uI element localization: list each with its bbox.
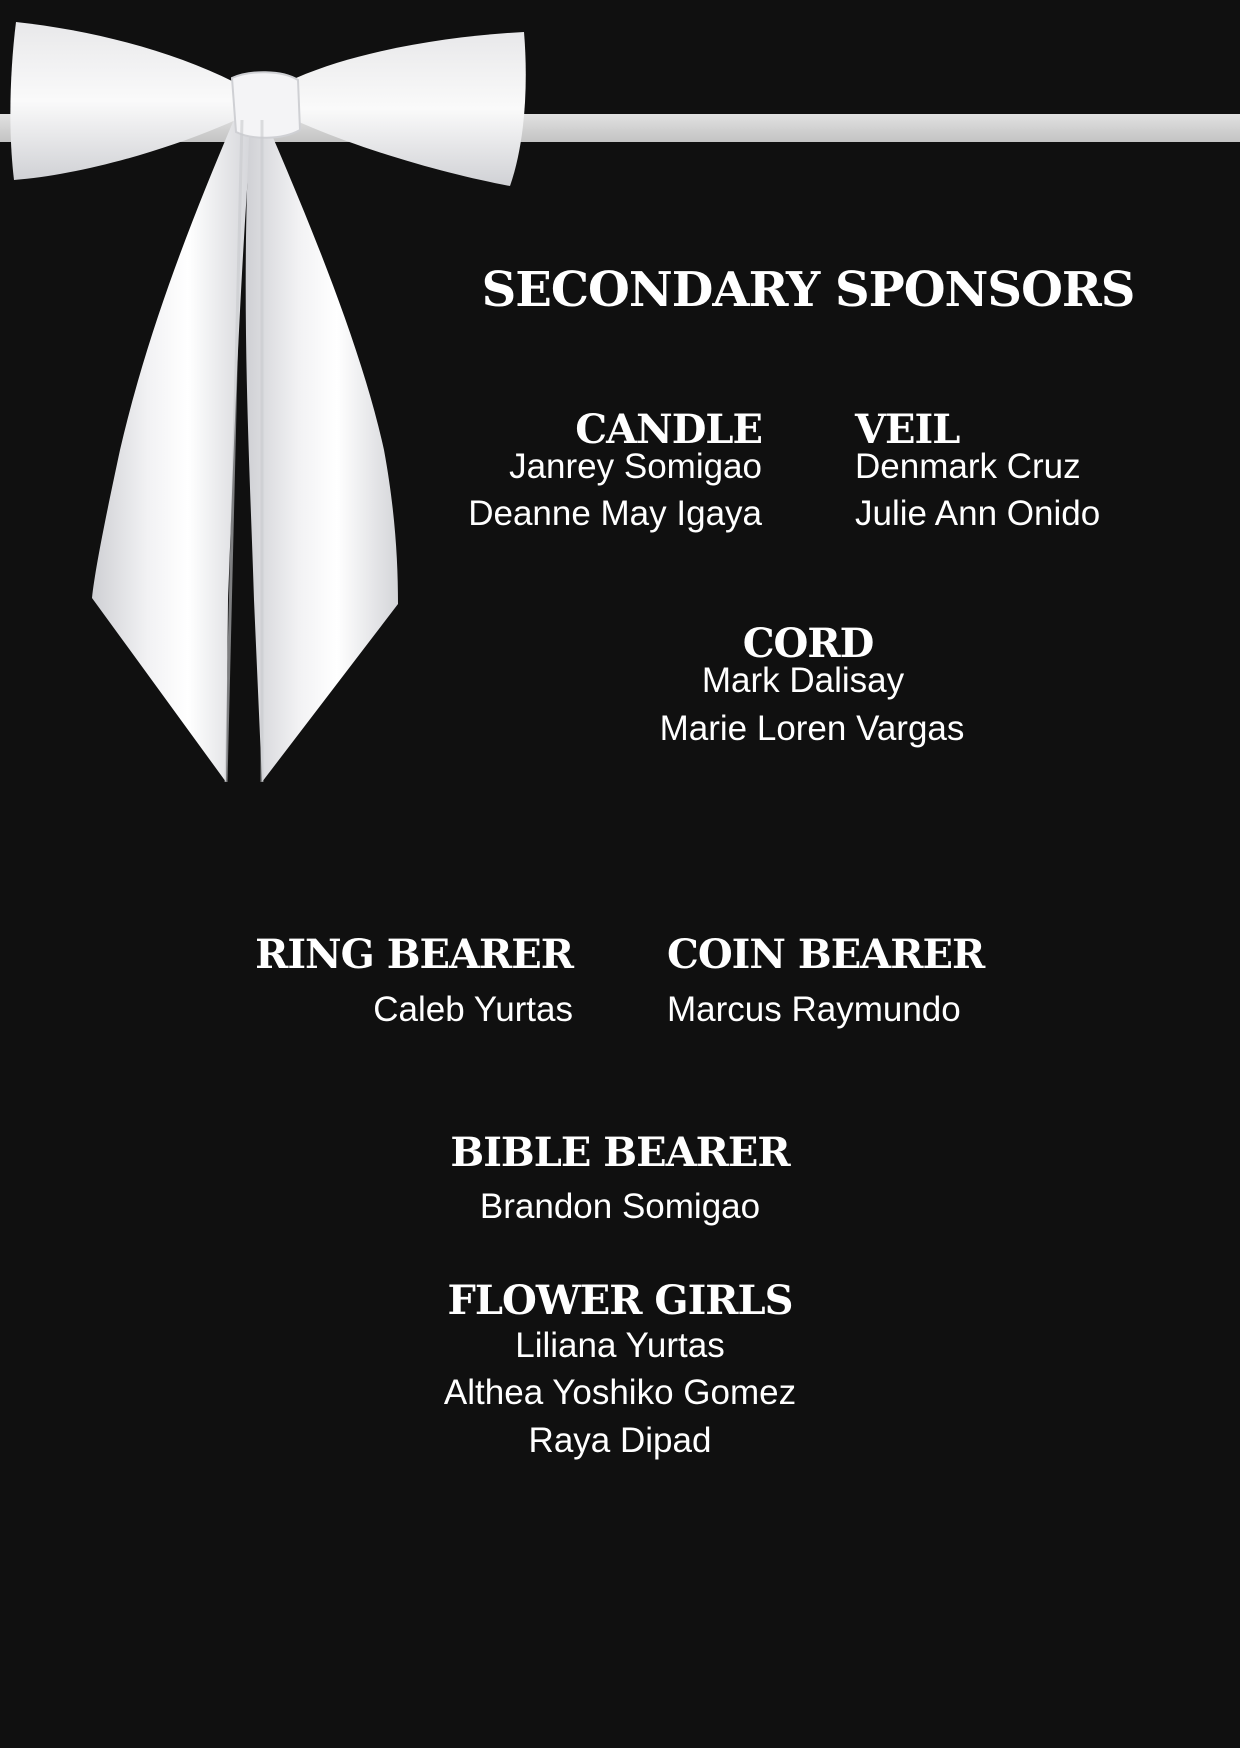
cord-name-1: Mark Dalisay xyxy=(701,661,905,700)
cord-name-2: Marie Loren Vargas xyxy=(659,709,965,748)
candle-name-2: Deanne May Igaya xyxy=(468,494,762,533)
candle-name-1: Janrey Somigao xyxy=(509,447,762,486)
page-title: SECONDARY SPONSORS xyxy=(481,262,1135,318)
coin-bearer-heading: COIN BEARER xyxy=(667,931,985,978)
flower-girl-name-2: Althea Yoshiko Gomez xyxy=(443,1373,797,1412)
ring-bearer-name: Caleb Yurtas xyxy=(373,990,573,1029)
white-satin-bow-icon xyxy=(0,0,540,800)
flower-girls-heading: FLOWER GIRLS xyxy=(447,1277,793,1324)
bible-bearer-heading: BIBLE BEARER xyxy=(450,1129,790,1176)
ring-bearer-heading: RING BEARER xyxy=(255,931,573,978)
veil-name-1: Denmark Cruz xyxy=(855,447,1081,486)
cord-heading: CORD xyxy=(742,620,874,667)
bible-bearer-name: Brandon Somigao xyxy=(479,1187,761,1226)
coin-bearer-name: Marcus Raymundo xyxy=(667,990,961,1029)
veil-heading: VEIL xyxy=(855,406,960,453)
veil-name-2: Julie Ann Onido xyxy=(855,494,1101,533)
flower-girl-name-1: Liliana Yurtas xyxy=(515,1326,725,1365)
candle-heading: CANDLE xyxy=(575,406,762,453)
flower-girl-name-3: Raya Dipad xyxy=(528,1421,712,1460)
